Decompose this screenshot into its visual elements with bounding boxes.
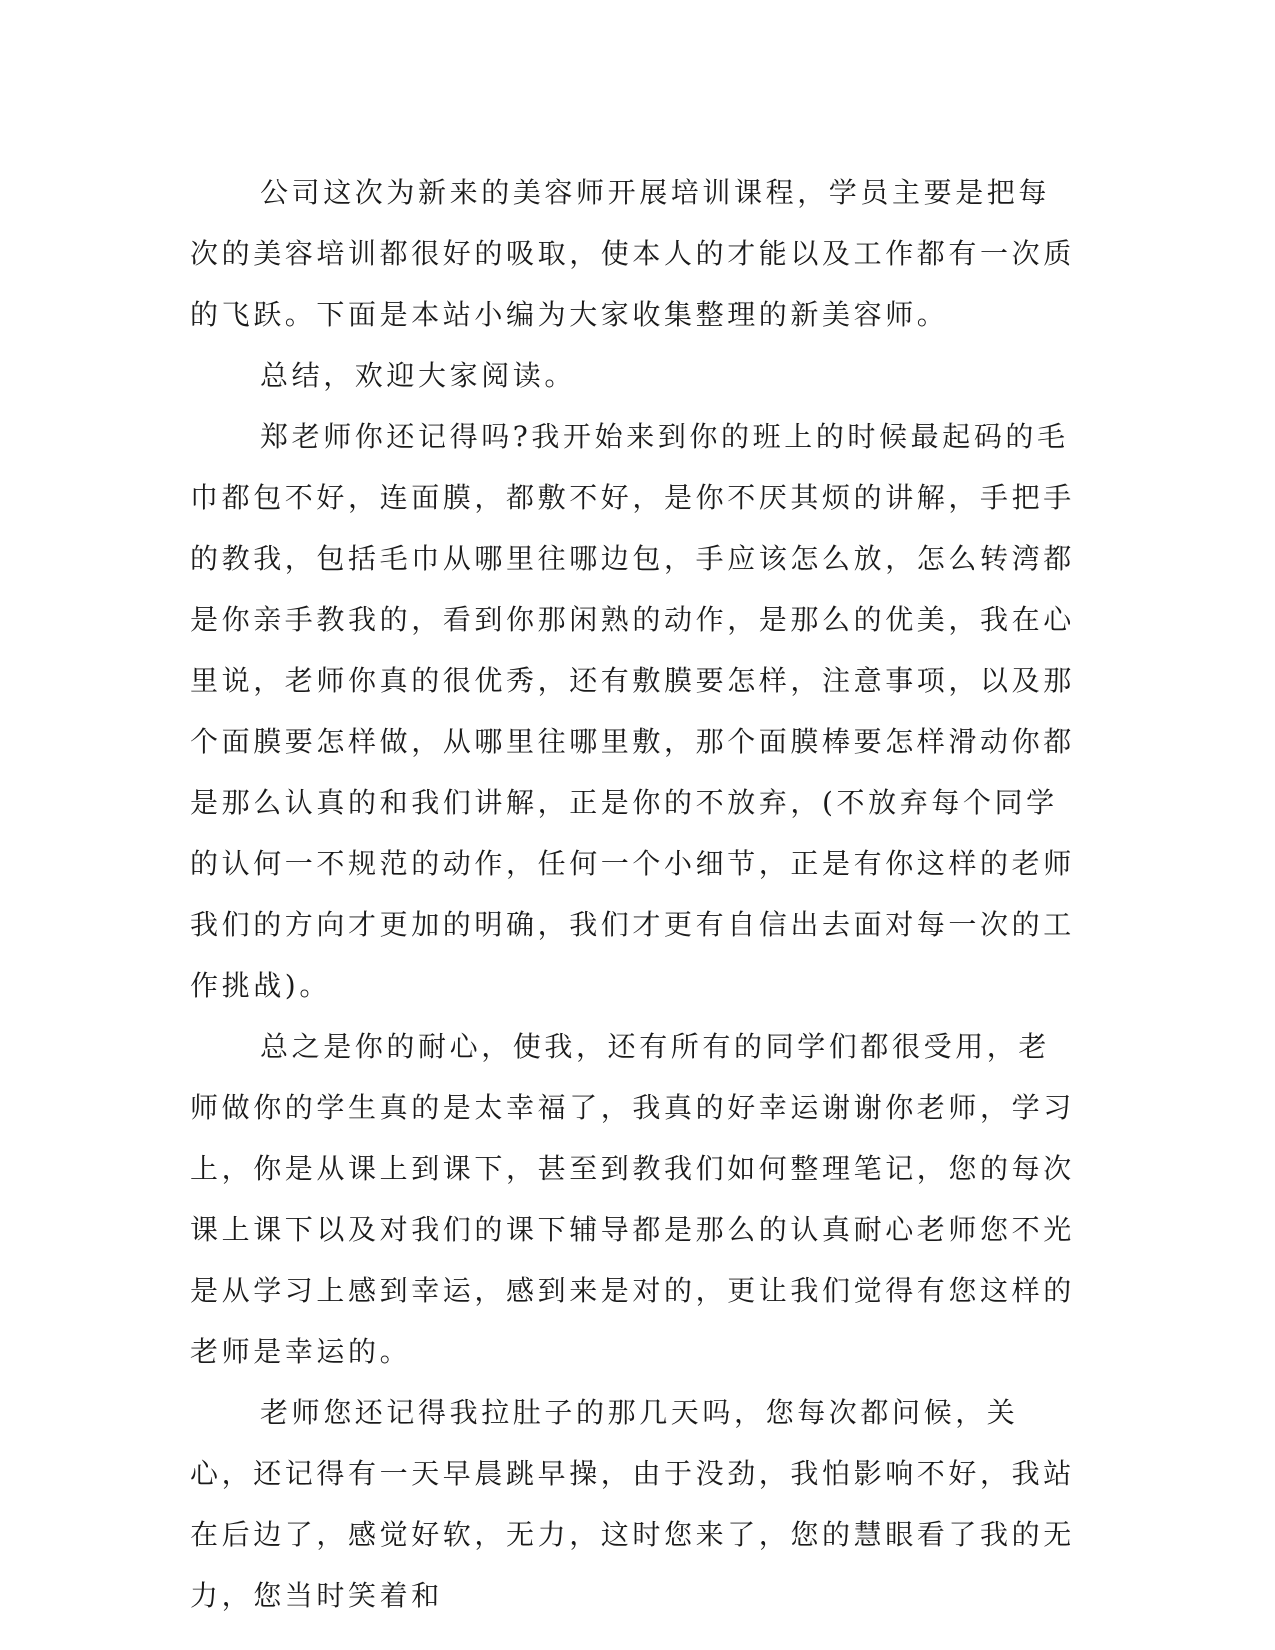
- paragraph-teacher-zheng: 郑老师你还记得吗?我开始来到你的班上的时候最起码的毛巾都包不好，连面膜，都敷不好，是你不厌其烦的讲解，手把手的教我，包括毛巾从哪里往哪边包，手应该怎么放，怎么转湾都是你亲手教我的，看到你那闲熟的动作，是那么的优美，我在心里说，老师你真的很优秀，还有敷膜要怎样，注意事项，以及那个面膜要怎样做，从哪里往哪里敷，那个面膜棒要怎样滑动你都是那么认真的和我们讲解，正是你的不放弃，(不放弃每个同学的认何一不规范的动作，任何一个小细节，正是有你这样的老师我们的方向才更加的明确，我们才更有自信出去面对每一次的工作挑战)。: [190, 420, 1075, 1002]
- paragraph-patience: 总之是你的耐心，使我，还有所有的同学们都很受用，老师做你的学生真的是太幸福了，我真的好幸运谢谢你老师，学习上，你是从课上到课下，甚至到教我们如何整理笔记，您的每次课上课下以及对我们的课下辅导都是那么的认真耐心老师您不光是从学习上感到幸运，感到来是对的，更让我们觉得有您这样的老师是幸运的。: [190, 1030, 1075, 1368]
- paragraph-summary: 总结，欢迎大家阅读。: [260, 359, 577, 392]
- paragraph-intro: 公司这次为新来的美容师开展培训课程，学员主要是把每次的美容培训都很好的吸取，使本人的才能以及工作都有一次质的飞跃。下面是本站小编为大家收集整理的新美容师。: [190, 176, 1075, 331]
- paragraph-memory: 老师您还记得我拉肚子的那几天吗，您每次都问候，关心，还记得有一天早晨跳早操，由于没劲，我怕影响不好，我站在后边了，感觉好软，无力，这时您来了，您的慧眼看了我的无力，您当时笑着和: [190, 1396, 1075, 1612]
- document-body: [190, 162, 1075, 1626]
